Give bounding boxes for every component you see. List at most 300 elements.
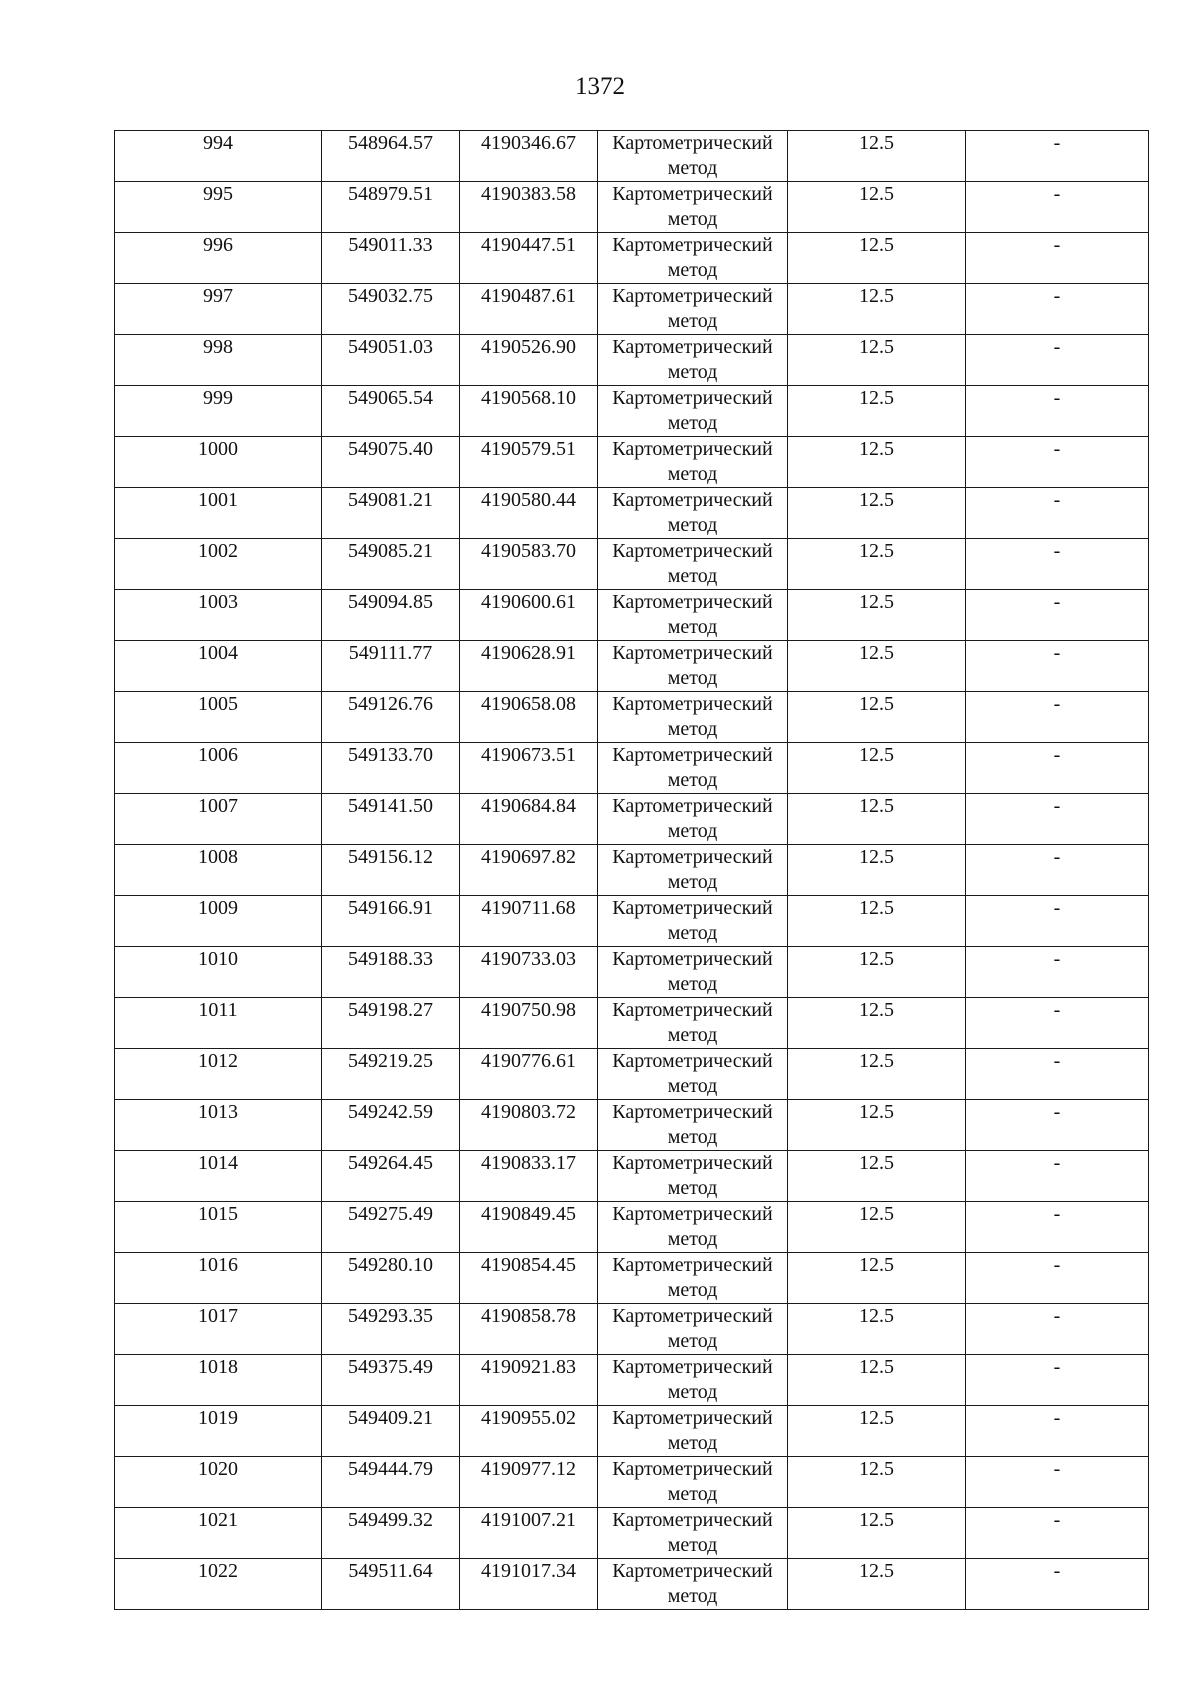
point-number-cell-text: 1016 (198, 1254, 238, 1276)
point-number-cell (115, 539, 322, 590)
y-coordinate-cell (460, 182, 598, 233)
accuracy-cell (788, 641, 966, 692)
description-cell (966, 1151, 1149, 1202)
accuracy-cell-text: 12.5 (859, 285, 894, 307)
description-cell-text: - (1053, 285, 1061, 307)
method-cell-text: Картометрический метод (612, 1101, 773, 1148)
x-coordinate-cell-text: 549011.33 (348, 234, 433, 256)
method-cell-text: Картометрический метод (612, 795, 773, 842)
x-coordinate-cell (322, 1559, 460, 1610)
y-coordinate-cell-text: 4190697.82 (481, 846, 576, 868)
y-coordinate-cell-text: 4190583.70 (481, 540, 576, 562)
description-cell (966, 692, 1149, 743)
x-coordinate-cell (322, 1304, 460, 1355)
y-coordinate-cell-text: 4190658.08 (481, 693, 576, 715)
table-row (115, 692, 1149, 743)
point-number-cell (115, 1355, 322, 1406)
point-number-cell (115, 1100, 322, 1151)
y-coordinate-cell (460, 692, 598, 743)
method-cell-text: Картометрический метод (612, 336, 773, 383)
y-coordinate-cell (460, 1355, 598, 1406)
accuracy-cell-text: 12.5 (859, 846, 894, 868)
accuracy-cell-text: 12.5 (859, 234, 894, 256)
accuracy-cell (788, 590, 966, 641)
point-number-cell (115, 1406, 322, 1457)
x-coordinate-cell (322, 794, 460, 845)
table-row (115, 131, 1149, 182)
point-number-cell (115, 335, 322, 386)
point-number-cell-text: 1011 (198, 999, 238, 1021)
page-number: 1372 (575, 73, 625, 100)
accuracy-cell-text: 12.5 (859, 1509, 894, 1531)
table-row (115, 845, 1149, 896)
method-cell (598, 284, 788, 335)
method-cell (598, 641, 788, 692)
point-number-cell-text: 995 (203, 183, 233, 205)
point-number-cell-text: 1014 (198, 1152, 238, 1174)
table-row (115, 386, 1149, 437)
y-coordinate-cell (460, 1406, 598, 1457)
x-coordinate-cell (322, 284, 460, 335)
x-coordinate-cell (322, 1355, 460, 1406)
x-coordinate-cell (322, 1508, 460, 1559)
method-cell (598, 794, 788, 845)
description-cell-text: - (1053, 183, 1061, 205)
y-coordinate-cell (460, 1049, 598, 1100)
method-cell-text: Картометрический метод (612, 999, 773, 1046)
table-row (115, 1202, 1149, 1253)
accuracy-cell (788, 488, 966, 539)
method-cell (598, 1457, 788, 1508)
y-coordinate-cell-text: 4190849.45 (481, 1203, 576, 1225)
accuracy-cell (788, 896, 966, 947)
x-coordinate-cell (322, 131, 460, 182)
description-cell-text: - (1053, 693, 1061, 715)
description-cell (966, 947, 1149, 998)
method-cell (598, 590, 788, 641)
point-number-cell-text: 1010 (198, 948, 238, 970)
point-number-cell (115, 947, 322, 998)
accuracy-cell (788, 1457, 966, 1508)
y-coordinate-cell (460, 1253, 598, 1304)
method-cell (598, 692, 788, 743)
accuracy-cell (788, 1508, 966, 1559)
description-cell (966, 386, 1149, 437)
table-row (115, 743, 1149, 794)
accuracy-cell (788, 437, 966, 488)
x-coordinate-cell-text: 549499.32 (348, 1509, 433, 1531)
x-coordinate-cell (322, 1202, 460, 1253)
accuracy-cell (788, 1151, 966, 1202)
table-row (115, 1508, 1149, 1559)
table-row (115, 1355, 1149, 1406)
x-coordinate-cell (322, 1049, 460, 1100)
method-cell (598, 947, 788, 998)
accuracy-cell (788, 1406, 966, 1457)
point-number-cell-text: 1006 (198, 744, 238, 766)
accuracy-cell-text: 12.5 (859, 1305, 894, 1327)
y-coordinate-cell (460, 131, 598, 182)
accuracy-cell-text: 12.5 (859, 744, 894, 766)
accuracy-cell (788, 1202, 966, 1253)
method-cell (598, 1406, 788, 1457)
point-number-cell (115, 845, 322, 896)
y-coordinate-cell (460, 743, 598, 794)
method-cell (598, 1202, 788, 1253)
description-cell (966, 590, 1149, 641)
description-cell-text: - (1053, 1152, 1061, 1174)
point-number-cell (115, 1253, 322, 1304)
y-coordinate-cell (460, 947, 598, 998)
point-number-cell (115, 233, 322, 284)
method-cell-text: Картометрический метод (612, 387, 773, 434)
point-number-cell (115, 1304, 322, 1355)
y-coordinate-cell-text: 4190858.78 (481, 1305, 576, 1327)
method-cell-text: Картометрический метод (612, 540, 773, 587)
method-cell-text: Картометрический метод (612, 1458, 773, 1505)
method-cell-text: Картометрический метод (612, 1152, 773, 1199)
accuracy-cell-text: 12.5 (859, 1458, 894, 1480)
y-coordinate-cell-text: 4190346.67 (481, 132, 576, 154)
x-coordinate-cell-text: 549081.21 (348, 489, 433, 511)
y-coordinate-cell-text: 4190568.10 (481, 387, 576, 409)
table-row (115, 488, 1149, 539)
y-coordinate-cell-text: 4190921.83 (481, 1356, 576, 1378)
x-coordinate-cell-text: 549111.77 (348, 642, 433, 664)
point-number-cell-text: 999 (203, 387, 233, 409)
accuracy-cell (788, 539, 966, 590)
method-cell (598, 488, 788, 539)
description-cell-text: - (1053, 540, 1061, 562)
x-coordinate-cell-text: 549375.49 (348, 1356, 433, 1378)
method-cell (598, 1304, 788, 1355)
method-cell-text: Картометрический метод (612, 183, 773, 230)
x-coordinate-cell (322, 1406, 460, 1457)
y-coordinate-cell-text: 4191017.34 (481, 1560, 576, 1582)
description-cell (966, 1304, 1149, 1355)
accuracy-cell-text: 12.5 (859, 1050, 894, 1072)
point-number-cell-text: 994 (203, 132, 233, 154)
y-coordinate-cell (460, 845, 598, 896)
accuracy-cell-text: 12.5 (859, 948, 894, 970)
accuracy-cell-text: 12.5 (859, 132, 894, 154)
x-coordinate-cell (322, 233, 460, 284)
x-coordinate-cell (322, 641, 460, 692)
accuracy-cell (788, 794, 966, 845)
x-coordinate-cell-text: 548979.51 (348, 183, 433, 205)
point-number-cell-text: 1005 (198, 693, 238, 715)
point-number-cell (115, 488, 322, 539)
x-coordinate-cell-text: 549188.33 (348, 948, 433, 970)
method-cell-text: Картометрический метод (612, 1407, 773, 1454)
y-coordinate-cell-text: 4190383.58 (481, 183, 576, 205)
table-row (115, 896, 1149, 947)
accuracy-cell-text: 12.5 (859, 591, 894, 613)
description-cell-text: - (1053, 1560, 1061, 1582)
table-row (115, 590, 1149, 641)
y-coordinate-cell (460, 233, 598, 284)
y-coordinate-cell-text: 4190487.61 (481, 285, 576, 307)
description-cell-text: - (1053, 642, 1061, 664)
y-coordinate-cell-text: 4190977.12 (481, 1458, 576, 1480)
point-number-cell-text: 1018 (198, 1356, 238, 1378)
y-coordinate-cell (460, 1100, 598, 1151)
accuracy-cell (788, 335, 966, 386)
point-number-cell (115, 794, 322, 845)
point-number-cell-text: 1002 (198, 540, 238, 562)
description-cell (966, 998, 1149, 1049)
point-number-cell (115, 641, 322, 692)
y-coordinate-cell (460, 641, 598, 692)
y-coordinate-cell (460, 386, 598, 437)
method-cell-text: Картометрический метод (612, 438, 773, 485)
table-row (115, 437, 1149, 488)
accuracy-cell-text: 12.5 (859, 1101, 894, 1123)
x-coordinate-cell-text: 549264.45 (348, 1152, 433, 1174)
description-cell (966, 284, 1149, 335)
description-cell-text: - (1053, 948, 1061, 970)
description-cell-text: - (1053, 795, 1061, 817)
x-coordinate-cell (322, 488, 460, 539)
point-number-cell-text: 1004 (198, 642, 238, 664)
point-number-cell (115, 386, 322, 437)
point-number-cell-text: 997 (203, 285, 233, 307)
description-cell (966, 1406, 1149, 1457)
table-row (115, 641, 1149, 692)
x-coordinate-cell-text: 549166.91 (348, 897, 433, 919)
x-coordinate-cell (322, 692, 460, 743)
point-number-cell-text: 998 (203, 336, 233, 358)
point-number-cell (115, 692, 322, 743)
y-coordinate-cell-text: 4190955.02 (481, 1407, 576, 1429)
method-cell (598, 743, 788, 794)
point-number-cell (115, 1559, 322, 1610)
accuracy-cell (788, 1253, 966, 1304)
accuracy-cell-text: 12.5 (859, 1560, 894, 1582)
x-coordinate-cell (322, 947, 460, 998)
method-cell-text: Картометрический метод (612, 744, 773, 791)
method-cell (598, 1049, 788, 1100)
accuracy-cell (788, 947, 966, 998)
x-coordinate-cell (322, 539, 460, 590)
x-coordinate-cell-text: 549198.27 (348, 999, 433, 1021)
description-cell (966, 845, 1149, 896)
table-row (115, 1406, 1149, 1457)
accuracy-cell (788, 692, 966, 743)
point-number-cell-text: 1007 (198, 795, 238, 817)
y-coordinate-cell-text: 4190803.72 (481, 1101, 576, 1123)
method-cell-text: Картометрический метод (612, 285, 773, 332)
description-cell-text: - (1053, 897, 1061, 919)
accuracy-cell-text: 12.5 (859, 897, 894, 919)
x-coordinate-cell (322, 386, 460, 437)
description-cell-text: - (1053, 1203, 1061, 1225)
point-number-cell-text: 1003 (198, 591, 238, 613)
point-number-cell (115, 743, 322, 794)
description-cell-text: - (1053, 1050, 1061, 1072)
x-coordinate-cell (322, 590, 460, 641)
point-number-cell (115, 284, 322, 335)
description-cell (966, 1202, 1149, 1253)
x-coordinate-cell-text: 549094.85 (348, 591, 433, 613)
accuracy-cell (788, 1559, 966, 1610)
x-coordinate-cell-text: 549085.21 (348, 540, 433, 562)
y-coordinate-cell (460, 794, 598, 845)
x-coordinate-cell (322, 1457, 460, 1508)
x-coordinate-cell-text: 549075.40 (348, 438, 433, 460)
y-coordinate-cell (460, 998, 598, 1049)
x-coordinate-cell (322, 437, 460, 488)
description-cell (966, 896, 1149, 947)
accuracy-cell (788, 1100, 966, 1151)
description-cell-text: - (1053, 1509, 1061, 1531)
x-coordinate-cell-text: 549133.70 (348, 744, 433, 766)
accuracy-cell-text: 12.5 (859, 999, 894, 1021)
table-row (115, 284, 1149, 335)
accuracy-cell-text: 12.5 (859, 1254, 894, 1276)
point-number-cell-text: 1021 (198, 1509, 238, 1531)
y-coordinate-cell-text: 4190833.17 (481, 1152, 576, 1174)
x-coordinate-cell (322, 998, 460, 1049)
description-cell (966, 437, 1149, 488)
description-cell (966, 488, 1149, 539)
x-coordinate-cell (322, 1253, 460, 1304)
x-coordinate-cell-text: 549051.03 (348, 336, 433, 358)
method-cell-text: Картометрический метод (612, 948, 773, 995)
method-cell (598, 998, 788, 1049)
description-cell (966, 1559, 1149, 1610)
x-coordinate-cell-text: 549444.79 (348, 1458, 433, 1480)
table-row (115, 1559, 1149, 1610)
point-number-cell-text: 1022 (198, 1560, 238, 1582)
table-row (115, 1304, 1149, 1355)
coordinates-table (114, 130, 1149, 1610)
x-coordinate-cell (322, 896, 460, 947)
table-row (115, 794, 1149, 845)
description-cell-text: - (1053, 1305, 1061, 1327)
y-coordinate-cell (460, 1151, 598, 1202)
y-coordinate-cell (460, 335, 598, 386)
y-coordinate-cell-text: 4190673.51 (481, 744, 576, 766)
x-coordinate-cell-text: 549141.50 (348, 795, 433, 817)
y-coordinate-cell (460, 488, 598, 539)
accuracy-cell-text: 12.5 (859, 1152, 894, 1174)
x-coordinate-cell (322, 845, 460, 896)
accuracy-cell (788, 998, 966, 1049)
accuracy-cell-text: 12.5 (859, 693, 894, 715)
y-coordinate-cell (460, 1304, 598, 1355)
accuracy-cell-text: 12.5 (859, 540, 894, 562)
x-coordinate-cell-text: 549275.49 (348, 1203, 433, 1225)
y-coordinate-cell-text: 4190600.61 (481, 591, 576, 613)
y-coordinate-cell-text: 4190628.91 (481, 642, 576, 664)
table-row (115, 335, 1149, 386)
point-number-cell (115, 998, 322, 1049)
description-cell (966, 1457, 1149, 1508)
table-row (115, 182, 1149, 233)
method-cell-text: Картометрический метод (612, 1509, 773, 1556)
y-coordinate-cell-text: 4190526.90 (481, 336, 576, 358)
method-cell-text: Картометрический метод (612, 642, 773, 689)
accuracy-cell (788, 1049, 966, 1100)
method-cell-text: Картометрический метод (612, 1305, 773, 1352)
description-cell (966, 1253, 1149, 1304)
y-coordinate-cell-text: 4191007.21 (481, 1509, 576, 1531)
x-coordinate-cell (322, 1151, 460, 1202)
x-coordinate-cell (322, 1100, 460, 1151)
table-row (115, 1049, 1149, 1100)
accuracy-cell (788, 1304, 966, 1355)
description-cell-text: - (1053, 234, 1061, 256)
description-cell (966, 1355, 1149, 1406)
x-coordinate-cell-text: 549242.59 (348, 1101, 433, 1123)
description-cell-text: - (1053, 1458, 1061, 1480)
table-row (115, 947, 1149, 998)
x-coordinate-cell-text: 549219.25 (348, 1050, 433, 1072)
y-coordinate-cell-text: 4190580.44 (481, 489, 576, 511)
y-coordinate-cell-text: 4190750.98 (481, 999, 576, 1021)
accuracy-cell-text: 12.5 (859, 489, 894, 511)
point-number-cell (115, 182, 322, 233)
method-cell-text: Картометрический метод (612, 1356, 773, 1403)
y-coordinate-cell (460, 1457, 598, 1508)
method-cell (598, 845, 788, 896)
point-number-cell-text: 1000 (198, 438, 238, 460)
table-row (115, 1253, 1149, 1304)
method-cell (598, 233, 788, 284)
y-coordinate-cell-text: 4190711.68 (481, 897, 576, 919)
description-cell-text: - (1053, 846, 1061, 868)
point-number-cell-text: 1009 (198, 897, 238, 919)
method-cell (598, 1355, 788, 1406)
description-cell (966, 131, 1149, 182)
accuracy-cell-text: 12.5 (859, 387, 894, 409)
method-cell-text: Картометрический метод (612, 234, 773, 281)
point-number-cell-text: 1015 (198, 1203, 238, 1225)
table-row (115, 233, 1149, 284)
method-cell (598, 437, 788, 488)
description-cell-text: - (1053, 489, 1061, 511)
method-cell (598, 1253, 788, 1304)
accuracy-cell (788, 131, 966, 182)
method-cell (598, 1151, 788, 1202)
method-cell (598, 182, 788, 233)
method-cell (598, 896, 788, 947)
point-number-cell-text: 1019 (198, 1407, 238, 1429)
method-cell (598, 539, 788, 590)
description-cell-text: - (1053, 438, 1061, 460)
point-number-cell (115, 896, 322, 947)
x-coordinate-cell (322, 335, 460, 386)
description-cell (966, 641, 1149, 692)
x-coordinate-cell-text: 549293.35 (348, 1305, 433, 1327)
accuracy-cell (788, 1355, 966, 1406)
accuracy-cell (788, 845, 966, 896)
method-cell (598, 1508, 788, 1559)
point-number-cell (115, 1508, 322, 1559)
description-cell (966, 182, 1149, 233)
y-coordinate-cell-text: 4190447.51 (481, 234, 576, 256)
accuracy-cell-text: 12.5 (859, 183, 894, 205)
accuracy-cell-text: 12.5 (859, 1407, 894, 1429)
point-number-cell (115, 1457, 322, 1508)
point-number-cell-text: 1013 (198, 1101, 238, 1123)
y-coordinate-cell (460, 1559, 598, 1610)
x-coordinate-cell-text: 549032.75 (348, 285, 433, 307)
description-cell (966, 1049, 1149, 1100)
description-cell (966, 539, 1149, 590)
y-coordinate-cell (460, 1508, 598, 1559)
